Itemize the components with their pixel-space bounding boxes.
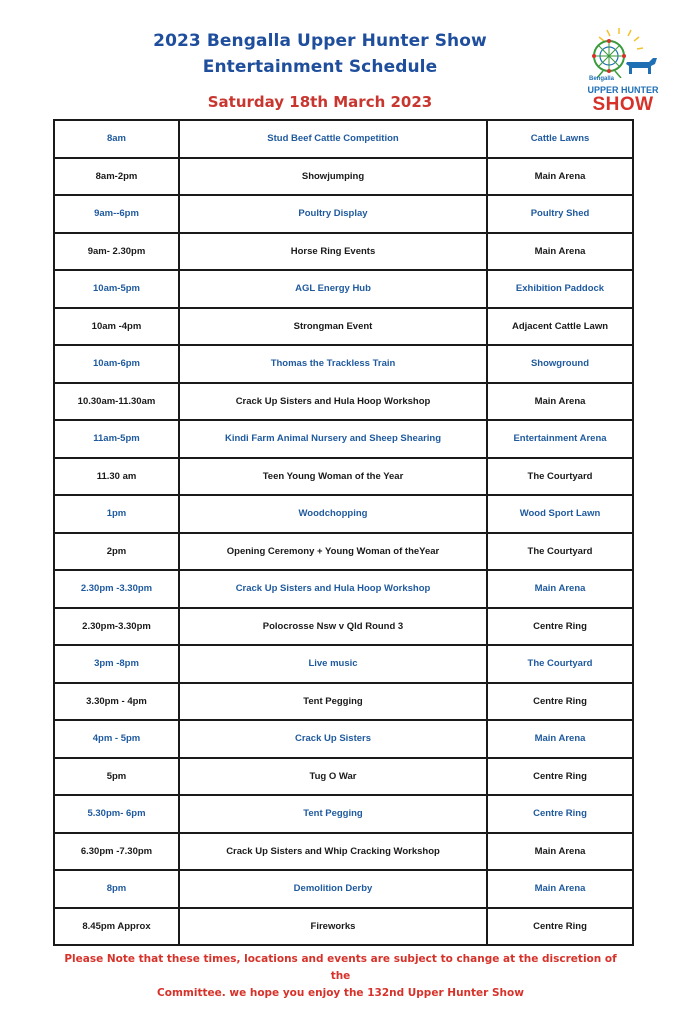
- schedule-row: [54, 795, 633, 833]
- schedule-row: [54, 758, 633, 796]
- event-cell: Live music: [179, 645, 487, 683]
- schedule-row: [54, 720, 633, 758]
- time-cell: 11am-5pm: [54, 420, 179, 458]
- location-cell: The Courtyard: [487, 645, 633, 683]
- show-logo: [583, 26, 663, 118]
- event-cell: Crack Up Sisters and Hula Hoop Workshop: [179, 570, 487, 608]
- page-title: 2023 Bengalla Upper Hunter Show: [153, 31, 487, 51]
- time-cell: 10am-6pm: [54, 345, 179, 383]
- disclaimer-line-1: Please Note that these times, locations and events are subject to change at the discretion of the: [64, 953, 617, 982]
- schedule-row: [54, 270, 633, 308]
- time-cell: 6.30pm -7.30pm: [54, 833, 179, 871]
- event-cell: Polocrosse Nsw v Qld Round 3: [179, 608, 487, 646]
- logo-show-text: SHOW: [592, 94, 654, 115]
- event-cell: Tent Pegging: [179, 683, 487, 721]
- schedule-row: [54, 158, 633, 196]
- schedule-table: [53, 119, 634, 946]
- event-cell: Tug O War: [179, 758, 487, 796]
- schedule-row: [54, 120, 633, 158]
- time-cell: 3pm -8pm: [54, 645, 179, 683]
- schedule-row: [54, 570, 633, 608]
- schedule-row: [54, 608, 633, 646]
- time-cell: 8.45pm Approx: [54, 908, 179, 946]
- location-cell: Main Arena: [487, 720, 633, 758]
- schedule-row: [54, 683, 633, 721]
- disclaimer-note: [60, 951, 621, 1002]
- schedule-row: [54, 833, 633, 871]
- time-cell: 1pm: [54, 495, 179, 533]
- schedule-row: [54, 420, 633, 458]
- event-cell: Thomas the Trackless Train: [179, 345, 487, 383]
- location-cell: Main Arena: [487, 233, 633, 271]
- time-cell: 5.30pm- 6pm: [54, 795, 179, 833]
- location-cell: The Courtyard: [487, 458, 633, 496]
- event-cell: Strongman Event: [179, 308, 487, 346]
- time-cell: 8am: [54, 120, 179, 158]
- title-block: [140, 28, 500, 80]
- location-cell: Entertainment Arena: [487, 420, 633, 458]
- event-cell: Crack Up Sisters: [179, 720, 487, 758]
- time-cell: 10.30am-11.30am: [54, 383, 179, 421]
- time-cell: 11.30 am: [54, 458, 179, 496]
- time-cell: 3.30pm - 4pm: [54, 683, 179, 721]
- location-cell: Centre Ring: [487, 795, 633, 833]
- event-cell: Woodchopping: [179, 495, 487, 533]
- location-cell: Centre Ring: [487, 908, 633, 946]
- event-cell: Horse Ring Events: [179, 233, 487, 271]
- schedule-row: [54, 308, 633, 346]
- event-cell: Poultry Display: [179, 195, 487, 233]
- event-cell: Tent Pegging: [179, 795, 487, 833]
- logo-sponsor-text: Bengalla: [589, 76, 615, 82]
- location-cell: Wood Sport Lawn: [487, 495, 633, 533]
- time-cell: 8pm: [54, 870, 179, 908]
- location-cell: Main Arena: [487, 570, 633, 608]
- event-cell: Demolition Derby: [179, 870, 487, 908]
- location-cell: Main Arena: [487, 870, 633, 908]
- event-cell: Fireworks: [179, 908, 487, 946]
- schedule-row: [54, 533, 633, 571]
- time-cell: 10am-5pm: [54, 270, 179, 308]
- logo-upper-hunter-text: UPPER HUNTER: [587, 85, 659, 95]
- event-cell: Teen Young Woman of the Year: [179, 458, 487, 496]
- location-cell: Exhibition Paddock: [487, 270, 633, 308]
- ferris-wheel-icon: [583, 26, 663, 78]
- location-cell: Centre Ring: [487, 758, 633, 796]
- event-cell: Opening Ceremony + Young Woman of theYear: [179, 533, 487, 571]
- schedule-row: [54, 870, 633, 908]
- time-cell: 4pm - 5pm: [54, 720, 179, 758]
- schedule-row: [54, 345, 633, 383]
- location-cell: Showground: [487, 345, 633, 383]
- time-cell: 9am- 2.30pm: [54, 233, 179, 271]
- location-cell: Cattle Lawns: [487, 120, 633, 158]
- event-cell: Crack Up Sisters and Hula Hoop Workshop: [179, 383, 487, 421]
- event-cell: Crack Up Sisters and Whip Cracking Workshop: [179, 833, 487, 871]
- location-cell: Centre Ring: [487, 683, 633, 721]
- time-cell: 5pm: [54, 758, 179, 796]
- schedule-row: [54, 908, 633, 946]
- schedule-row: [54, 383, 633, 421]
- schedule-row: [54, 233, 633, 271]
- event-cell: AGL Energy Hub: [179, 270, 487, 308]
- schedule-row: [54, 458, 633, 496]
- location-cell: The Courtyard: [487, 533, 633, 571]
- location-cell: Main Arena: [487, 383, 633, 421]
- schedule-body: [54, 120, 633, 945]
- schedule-row: [54, 645, 633, 683]
- time-cell: 2.30pm-3.30pm: [54, 608, 179, 646]
- time-cell: 2pm: [54, 533, 179, 571]
- event-cell: Kindi Farm Animal Nursery and Sheep Shearing: [179, 420, 487, 458]
- time-cell: 10am -4pm: [54, 308, 179, 346]
- location-cell: Poultry Shed: [487, 195, 633, 233]
- schedule-row: [54, 495, 633, 533]
- schedule-row: [54, 195, 633, 233]
- time-cell: 8am-2pm: [54, 158, 179, 196]
- page-subtitle: Entertainment Schedule: [202, 57, 438, 77]
- disclaimer-line-2: Committee. we hope you enjoy the 132nd Upper Hunter Show: [157, 987, 524, 999]
- location-cell: Centre Ring: [487, 608, 633, 646]
- event-cell: Stud Beef Cattle Competition: [179, 120, 487, 158]
- location-cell: Main Arena: [487, 158, 633, 196]
- location-cell: Main Arena: [487, 833, 633, 871]
- location-cell: Adjacent Cattle Lawn: [487, 308, 633, 346]
- event-cell: Showjumping: [179, 158, 487, 196]
- time-cell: 2.30pm -3.30pm: [54, 570, 179, 608]
- event-date: Saturday 18th March 2023: [207, 93, 433, 111]
- time-cell: 9am--6pm: [54, 195, 179, 233]
